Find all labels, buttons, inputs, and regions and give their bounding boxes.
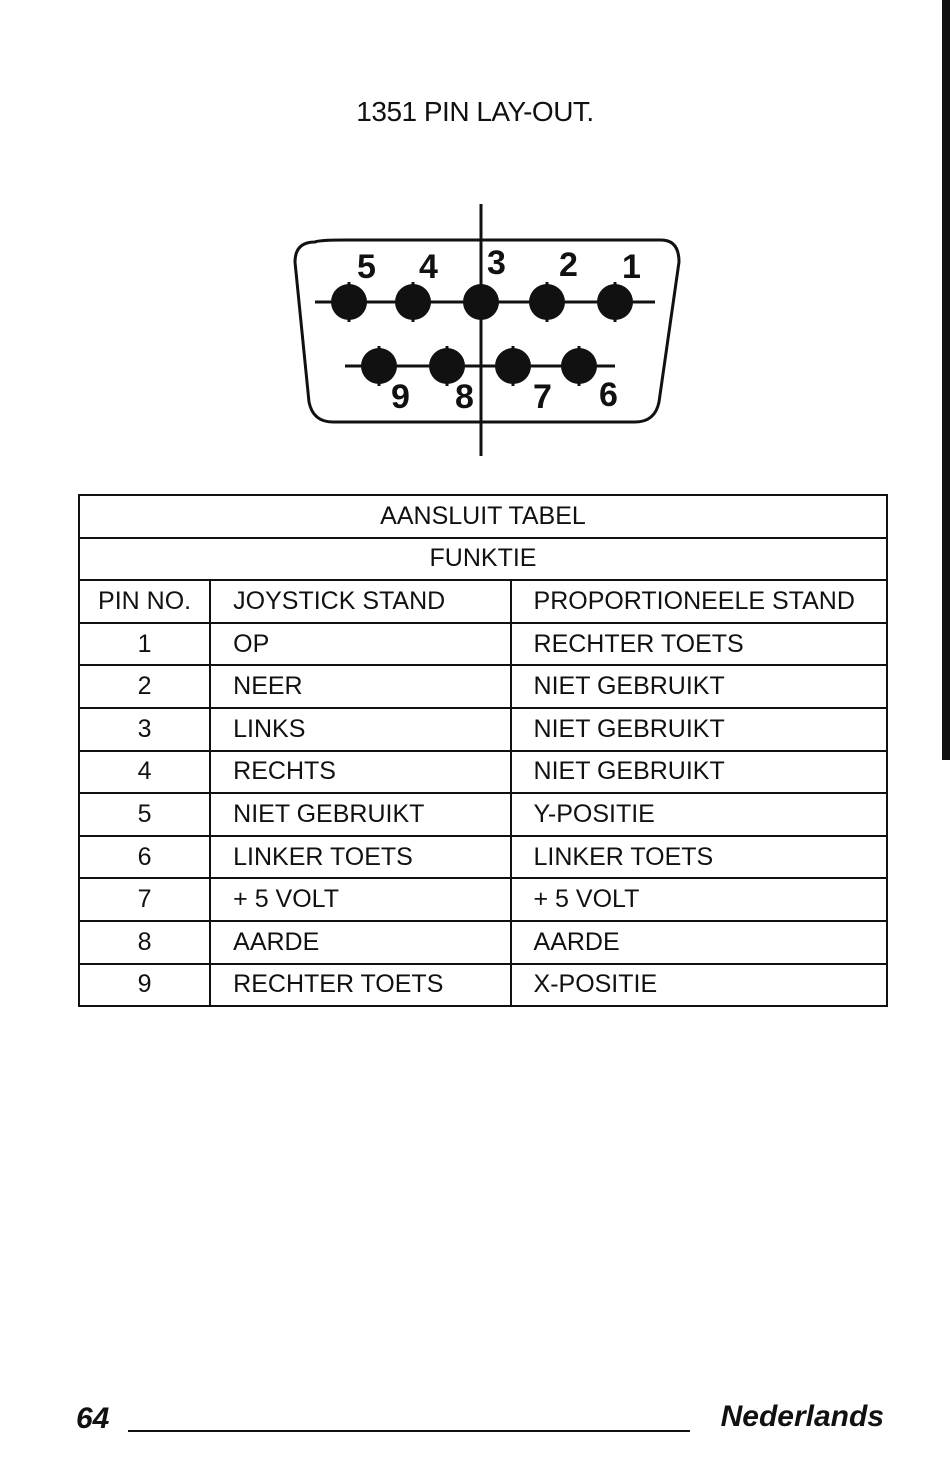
table-group-header: FUNKTIE [79,538,887,581]
cell-pin: 6 [79,836,210,879]
cell-proportional: RECHTER TOETS [511,623,887,666]
pin-2 [529,284,565,320]
table-row [79,964,887,1007]
cell-joystick: NEER [210,665,510,708]
pin-label-1: 1 [622,248,641,286]
header-joystick: JOYSTICK STAND [210,580,510,623]
cell-proportional: X-POSITIE [511,964,887,1007]
header-proportional: PROPORTIONEELE STAND [511,580,887,623]
cell-joystick: LINKS [210,708,510,751]
table-row [79,623,887,666]
cell-joystick: + 5 VOLT [210,878,510,921]
cell-pin: 5 [79,793,210,836]
page-edge-mark [942,0,950,760]
cell-proportional: NIET GEBRUIKT [511,708,887,751]
cell-proportional: NIET GEBRUIKT [511,665,887,708]
cell-pin: 1 [79,623,210,666]
cell-pin: 7 [79,878,210,921]
pin-label-4: 4 [419,248,438,286]
section-language: Nederlands [720,1400,884,1433]
pin-6 [561,348,597,384]
table-row [79,836,887,879]
cell-pin: 2 [79,665,210,708]
pin-label-2: 2 [559,246,578,284]
cell-joystick: LINKER TOETS [210,836,510,879]
pin-1 [597,284,633,320]
pin-label-9: 9 [391,378,410,416]
db9-connector-diagram [285,200,685,462]
cell-pin: 3 [79,708,210,751]
pin-3 [463,284,499,320]
pin-label-5: 5 [357,248,376,286]
table-row [79,878,887,921]
table-header-row [79,580,887,623]
cell-pin: 4 [79,751,210,794]
cell-joystick: RECHTS [210,751,510,794]
cell-proportional: LINKER TOETS [511,836,887,879]
page-number: 64 [76,1402,110,1435]
table-caption: AANSLUIT TABEL [79,495,887,538]
pin-label-3: 3 [487,244,506,282]
pin-4 [395,284,431,320]
pin-label-6: 6 [599,376,618,414]
table-row [79,793,887,836]
footer-rule [128,1430,690,1432]
pin-7 [495,348,531,384]
cell-proportional: AARDE [511,921,887,964]
cell-joystick: NIET GEBRUIKT [210,793,510,836]
cell-pin: 9 [79,964,210,1007]
table-row [79,665,887,708]
cell-joystick: AARDE [210,921,510,964]
page-title: 1351 PIN LAY-OUT. [356,96,594,127]
cell-proportional: NIET GEBRUIKT [511,751,887,794]
table-row [79,708,887,751]
header-pin-no: PIN NO. [79,580,210,623]
cell-proportional: Y-POSITIE [511,793,887,836]
table-row [79,921,887,964]
cell-joystick: OP [210,623,510,666]
pin-label-7: 7 [533,378,552,416]
cell-proportional: + 5 VOLT [511,878,887,921]
cell-pin: 8 [79,921,210,964]
cell-joystick: RECHTER TOETS [210,964,510,1007]
pin-connection-table [78,494,888,1007]
table-row [79,751,887,794]
pin-5 [331,284,367,320]
pin-label-8: 8 [455,378,474,416]
